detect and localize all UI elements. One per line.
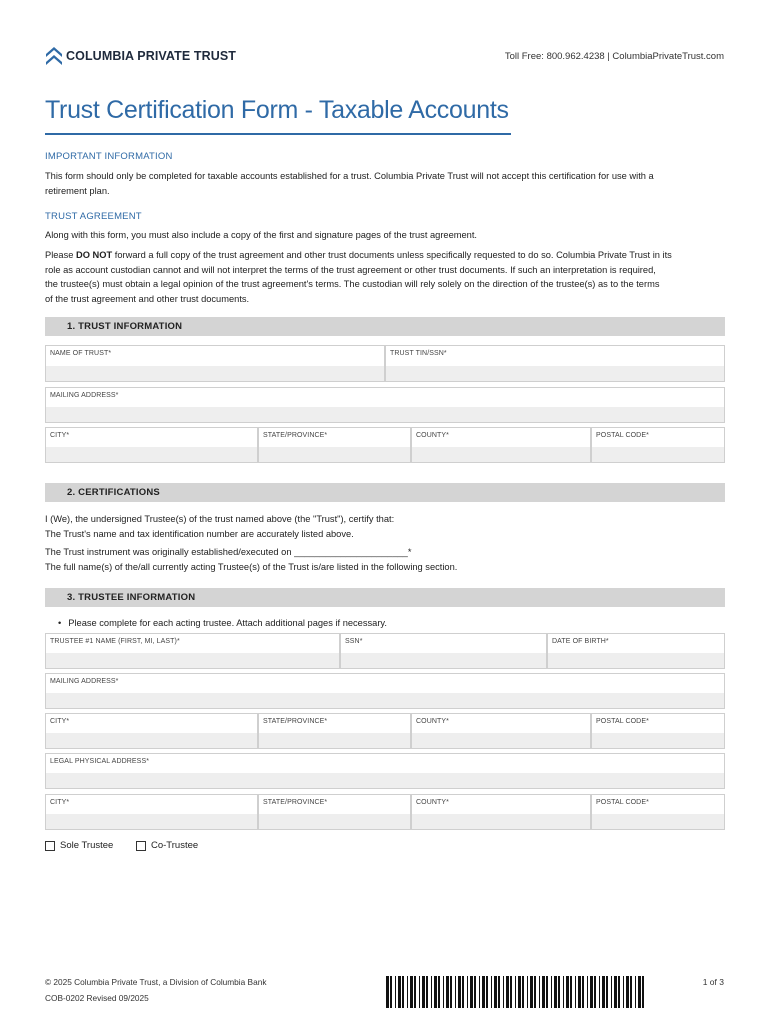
trustee-legal-county-input[interactable]: [412, 814, 590, 829]
trustee-legal-address-input[interactable]: [46, 773, 724, 788]
trust-state-input[interactable]: [259, 447, 410, 462]
trust-city-label: CITY*: [50, 432, 70, 439]
important-line-1: This form should only be completed for taxable accounts established for a trust. Columbia Private Trust will not accept this certification for use with a: [45, 171, 654, 181]
trust-tin-label: TRUST TIN/SSN*: [390, 350, 447, 357]
section-3-header: 3. TRUSTEE INFORMATION: [45, 588, 725, 607]
para2-line-4: of the trust agreement and other trust documents.: [45, 293, 250, 304]
trust-tin-input[interactable]: [386, 366, 724, 381]
name-of-trust-input[interactable]: [46, 366, 384, 381]
trustee-legal-state-field[interactable]: [258, 794, 411, 830]
trustee-state-label: STATE/PROVINCE*: [263, 718, 328, 725]
trustee-city-input[interactable]: [46, 733, 257, 748]
trustee-mailing-address-input[interactable]: [46, 693, 724, 708]
trustee-legal-postal-label: POSTAL CODE*: [596, 799, 649, 806]
trustee-legal-address-label: LEGAL PHYSICAL ADDRESS*: [50, 758, 150, 765]
trustee-postal-field[interactable]: [591, 713, 725, 749]
trustee-ssn-input[interactable]: [341, 653, 546, 668]
trust-mailing-address-input[interactable]: [46, 407, 724, 422]
trustee-legal-city-input[interactable]: [46, 814, 257, 829]
para2-prefix: Please: [45, 250, 77, 260]
important-line-2: retirement plan.: [45, 185, 110, 196]
trust-city-input[interactable]: [46, 447, 257, 462]
trust-postal-field[interactable]: [591, 427, 725, 463]
cert-line-2: The Trust's name and tax identification number are accurately listed above.: [45, 528, 354, 539]
trustee-legal-city-field[interactable]: [45, 794, 258, 830]
page-number: 1 of 3: [702, 977, 724, 987]
footer-form-id: COB-0202 Revised 09/2025: [45, 993, 149, 1003]
trust-postal-input[interactable]: [592, 447, 724, 462]
contact-info: Toll Free: 800.962.4238 | ColumbiaPrivateTrust.com: [504, 51, 724, 62]
trust-mailing-address-label: MAILING ADDRESS*: [50, 392, 119, 399]
trustee-city-field[interactable]: [45, 713, 258, 749]
section-1-header: 1. TRUST INFORMATION: [45, 317, 725, 336]
sole-trustee-checkbox[interactable]: [45, 841, 55, 851]
trustee-legal-postal-field[interactable]: [591, 794, 725, 830]
important-heading: IMPORTANT INFORMATION: [45, 151, 173, 162]
certifications-text: [45, 512, 725, 541]
trustee-legal-city-label: CITY*: [50, 799, 70, 806]
trust-agreement-para-2: [45, 248, 725, 306]
trustee-state-input[interactable]: [259, 733, 410, 748]
trust-county-field[interactable]: [411, 427, 591, 463]
trustee-postal-label: POSTAL CODE*: [596, 718, 649, 725]
important-text: [45, 169, 725, 198]
section-2-header: 2. CERTIFICATIONS: [45, 483, 725, 502]
trust-state-field[interactable]: [258, 427, 411, 463]
trust-tin-field[interactable]: [385, 345, 725, 382]
trustee-dob-input[interactable]: [548, 653, 724, 668]
trustee-legal-state-input[interactable]: [259, 814, 410, 829]
trustee-county-field[interactable]: [411, 713, 591, 749]
trustee-instructions: • Please complete for each acting trustee. Attach additional pages if necessary.: [58, 618, 387, 628]
para2-bold: DO NOT: [76, 250, 113, 260]
sole-trustee-label: Sole Trustee: [60, 840, 114, 851]
trustee-county-input[interactable]: [412, 733, 590, 748]
chevron-logo-icon: [45, 45, 63, 67]
trust-agreement-para-1: Along with this form, you must also include a copy of the first and signature pages of the trust agreement.: [45, 230, 478, 240]
cert-line-4: The full name(s) of the/all currently acting Trustee(s) of the Trust is/are listed in the following section.: [45, 561, 458, 572]
trustee-legal-county-field[interactable]: [411, 794, 591, 830]
trustee-name-label: TRUSTEE #1 NAME (FIRST, MI, LAST)*: [50, 638, 180, 645]
trustee-mailing-address-label: MAILING ADDRESS*: [50, 678, 119, 685]
trustee-state-field[interactable]: [258, 713, 411, 749]
para2-line-2: role as account custodian cannot and will not interpret the terms of the trust agreement or other trust documents. If such an interpretation is required,: [45, 264, 656, 275]
trustee-legal-state-label: STATE/PROVINCE*: [263, 799, 328, 806]
page-title: Trust Certification Form - Taxable Accounts: [45, 96, 509, 124]
trust-city-field[interactable]: [45, 427, 258, 463]
cert-established-date-line[interactable]: The Trust instrument was originally established/executed on ______________________*: [45, 547, 412, 557]
name-of-trust-field[interactable]: [45, 345, 385, 382]
brand-logo: [45, 45, 236, 67]
trust-mailing-address-field[interactable]: [45, 387, 725, 423]
cert-line-1: I (We), the undersigned Trustee(s) of the trust named above (the "Trust"), certify that:: [45, 514, 395, 524]
trust-postal-label: POSTAL CODE*: [596, 432, 649, 439]
para2-line-1: forward a full copy of the trust agreement and other trust documents unless specifically requested to do so. Columbia Private Trust in its: [112, 250, 672, 260]
co-trustee-checkbox[interactable]: [136, 841, 146, 851]
footer-copyright: © 2025 Columbia Private Trust, a Division of Columbia Bank: [45, 977, 267, 987]
trustee-legal-county-label: COUNTY*: [416, 799, 449, 806]
trustee-postal-input[interactable]: [592, 733, 724, 748]
name-of-trust-label: NAME OF TRUST*: [50, 350, 112, 357]
trustee-name-field[interactable]: [45, 633, 340, 669]
trust-state-label: STATE/PROVINCE*: [263, 432, 328, 439]
para2-line-3: the trustee(s) must obtain a legal opinion of the trust agreement's terms. The custodian will rely solely on the direction of the trustee(s) as to the terms: [45, 279, 660, 289]
trustee-county-label: COUNTY*: [416, 718, 449, 725]
barcode-icon: [386, 976, 646, 1008]
trustee-name-input[interactable]: [46, 653, 339, 668]
trustee-legal-address-field[interactable]: [45, 753, 725, 789]
trust-agreement-heading: TRUST AGREEMENT: [45, 211, 142, 222]
trustee-legal-postal-input[interactable]: [592, 814, 724, 829]
brand-name: COLUMBIA PRIVATE TRUST: [66, 49, 237, 63]
trust-county-input[interactable]: [412, 447, 590, 462]
trust-county-label: COUNTY*: [416, 432, 449, 439]
certifications-text-2: [45, 545, 725, 574]
trustee-city-label: CITY*: [50, 718, 70, 725]
trustee-ssn-field[interactable]: [340, 633, 547, 669]
trustee-mailing-address-field[interactable]: [45, 673, 725, 709]
trustee-dob-field[interactable]: [547, 633, 725, 669]
trustee-ssn-label: SSN*: [345, 638, 363, 645]
trustee-dob-label: DATE OF BIRTH*: [552, 638, 609, 645]
co-trustee-label: Co-Trustee: [151, 840, 199, 851]
title-underline: [45, 133, 511, 135]
